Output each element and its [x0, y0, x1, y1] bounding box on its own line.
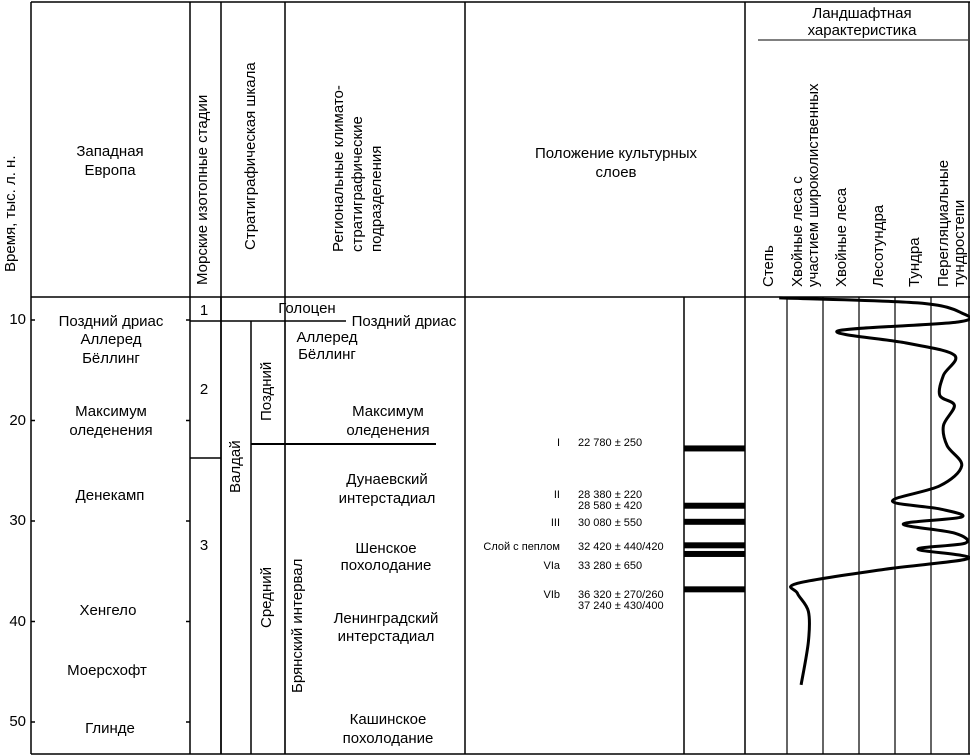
- regional-unit: Кашинское: [349, 711, 427, 728]
- regional-unit: интерстадиал: [337, 628, 435, 645]
- landscape-type-label: Степь: [760, 245, 778, 287]
- landscape-type-label: тундростепи: [950, 199, 968, 287]
- landscape-type-label: Перегляциальные: [934, 159, 952, 287]
- regional-unit: Дунаевский: [346, 471, 428, 488]
- west-europe-header: Европа: [84, 162, 136, 179]
- regional-unit: Поздний дриас: [351, 313, 457, 330]
- regional-unit: похолодание: [340, 557, 432, 574]
- west-europe-period: Глинде: [85, 720, 135, 737]
- west-europe-header: Западная: [76, 143, 144, 160]
- holocene-label: Голоцен: [278, 300, 336, 317]
- isotope-stage-number: 3: [199, 537, 209, 554]
- late-valdai-label: Поздний: [258, 361, 275, 421]
- west-europe-period: Максимум: [75, 403, 147, 420]
- time-tick-label: 10: [9, 311, 26, 328]
- cultural-layer-label: VIa: [543, 560, 560, 572]
- landscape-type-label: Лесотундра: [869, 204, 887, 287]
- cultural-layer-label: I: [556, 437, 560, 449]
- regional-header: Региональные климато-: [330, 85, 347, 252]
- landscape-type-label: Хвойные леса с: [788, 176, 806, 287]
- time-tick-label: 20: [9, 411, 26, 429]
- isotope-stage-number: 2: [199, 381, 209, 398]
- west-europe-period: оледенения: [69, 422, 153, 439]
- west-europe-period: Аллеред: [80, 331, 142, 348]
- regional-header: стратиграфические: [349, 116, 366, 252]
- cultural-layer-label: Слой с пеплом: [483, 541, 560, 553]
- time-tick-label: 40: [9, 612, 26, 630]
- cultural-layer-date: 36 320 ± 270/260: [578, 589, 664, 601]
- valdai-label: Валдай: [227, 440, 244, 493]
- cultural-header: слоев: [595, 164, 637, 181]
- cultural-layer-date: 32 420 ± 440/420: [578, 541, 664, 553]
- cultural-layer-date: 28 580 ± 420: [578, 500, 643, 512]
- time-tick-label: 30: [9, 512, 26, 529]
- time-tick-label: 50: [9, 713, 26, 730]
- cultural-layer-label: VIb: [543, 589, 560, 601]
- regional-unit: Максимум: [352, 403, 424, 420]
- bryansk-interval-label: Брянский интервал: [289, 558, 306, 693]
- landscape-type-label: Тундра: [906, 237, 924, 287]
- isotope-stage-number: 1: [199, 302, 209, 319]
- cultural-layer-date: 30 080 ± 550: [578, 517, 643, 529]
- cultural-layer-date: 33 280 ± 650: [578, 560, 643, 572]
- regional-header: подразделения: [368, 145, 385, 252]
- regional-unit: Шенское: [355, 540, 417, 557]
- west-europe-period: Поздний дриас: [58, 313, 164, 330]
- landscape-header: характеристика: [807, 22, 917, 39]
- cultural-layer-date: 22 780 ± 250: [578, 437, 643, 449]
- cultural-layer-date: 28 380 ± 220: [578, 489, 643, 501]
- regional-unit: интерстадиал: [338, 490, 436, 507]
- landscape-type-label: участием широколиственных: [804, 83, 822, 287]
- landscape-header: Ландшафтная: [812, 5, 912, 22]
- regional-unit: похолодание: [342, 730, 434, 747]
- strat-scale-header: Стратиграфическая шкала: [242, 62, 259, 250]
- time-axis-title: Время, тыс. л. н.: [2, 155, 19, 272]
- regional-unit: оледенения: [346, 422, 430, 439]
- regional-unit: Ленинградский: [333, 610, 439, 627]
- west-europe-period: Моерсхофт: [67, 662, 147, 679]
- regional-unit: Аллеред: [296, 329, 358, 346]
- cultural-header: Положение культурных: [534, 145, 697, 162]
- cultural-layer-label: II: [553, 489, 560, 501]
- middle-valdai-label: Средний: [258, 567, 275, 628]
- cultural-layer-date: 37 240 ± 430/400: [578, 600, 664, 612]
- landscape-type-label: Хвойные леса: [833, 187, 851, 287]
- west-europe-period: Хенгело: [79, 602, 137, 619]
- regional-unit: Бёллинг: [298, 346, 356, 363]
- isotope-stage-header: Морские изотопные стадии: [194, 94, 211, 285]
- cultural-layer-label: III: [550, 517, 560, 529]
- west-europe-period: Бёллинг: [82, 350, 140, 367]
- west-europe-period: Денекамп: [75, 487, 145, 504]
